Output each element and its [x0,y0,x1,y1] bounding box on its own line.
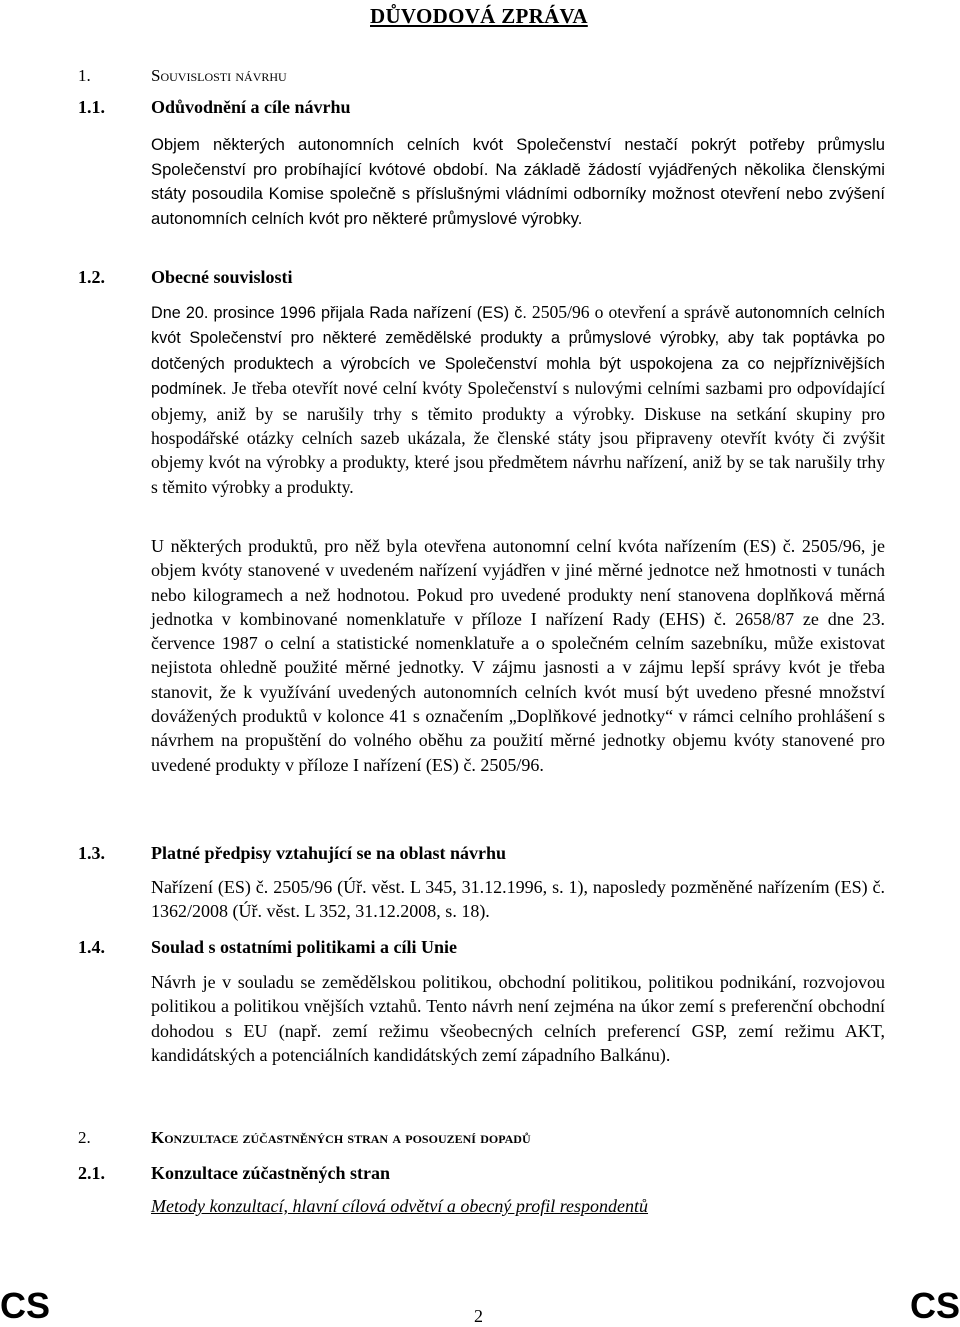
paragraph-1-2-a [151,300,885,499]
paragraph-part: Je třeba otevřít nové celní kvóty Společenství s nulovými celními sazbami pro odpovídající objemy, aniž by se narušily trhy s těmito produkty a výrobky. Diskuse na setkání skupiny pro hospodářské otázky celních sazeb ukázala, že členské státy jsou připraveny otevřít kvóty či zvýšit objemy kvót na výrobky a produkty, které jsou předmětem návrhu nařízení, aniž by se tak narušily trhy s těmito výrobky a produkty. [151,378,885,497]
page-number: 2 [474,1306,483,1326]
section-number: 1.1. [78,97,105,117]
paragraph-1-1: Objem některých autonomních celních kvót Společenství nestačí pokrýt potřeby průmyslu Společenství pro probíhající kvótové období. Na základě žádostí vyjádřených několika členskými státy posoudila Komise společně s příslušnými vládními odborníky možnost otevření nebo zvýšení autonomních celních kvót pro některé průmyslové výrobky. [151,135,885,228]
paragraph-part: autonomních celních kvót Společenství pro některé zemědělské produkty a průmyslové výrobky, aby tak poptávka po dotčených produktech a výrobcích ve Společenství mohla být uspokojena za co nejpříznivějších podmínek. [151,304,885,399]
section-number: 1.3. [78,843,105,863]
section-number: 1.2. [78,267,105,287]
footer-language-left: CS [0,1285,51,1326]
paragraph-part: Dne 20. prosince 1996 přijala Rada nařízení (ES) č. [151,304,527,322]
paragraph-part: 2505/96 o otevření a správě [526,302,735,322]
section-number: 2.1. [78,1163,105,1183]
paragraph-1-4: Návrh je v souladu se zemědělskou politikou, obchodní politikou, politikou podnikání, rozvojovou politikou a politikou vnějších vztahů. Tento návrh není zejména na úkor zemí s preferenční obchodní dohodou s EU (např. zemí režimu všeobecných celních preferencí GSP, zemí režimu AKT, kandidátských a potenciálních kandidátských zemí západního Balkánu). [151,972,885,1065]
document-title: DŮVODOVÁ ZPRÁVA [370,4,588,28]
section-number: 1.4. [78,937,105,957]
section-title: Konzultace zúčastněných stran [151,1163,390,1183]
section-number: 2. [78,1128,91,1147]
section-title: Konzultace zúčastněných stran a posouzení dopadů [151,1128,531,1147]
section-number: 1. [78,66,91,85]
paragraph-1-3: Nařízení (ES) č. 2505/96 (Úř. věst. L 345, 31.12.1996, s. 1), naposledy pozměněné nařízením (ES) č. 1362/2008 (Úř. věst. L 352, 31.12.2008, s. 18). [151,877,885,922]
section-title: Souvislosti návrhu [151,66,287,85]
section-title: Obecné souvislosti [151,267,293,287]
section-title: Odůvodnění a cíle návrhu [151,97,351,117]
section-title: Platné předpisy vztahující se na oblast návrhu [151,843,507,863]
subsection-subtitle: Metody konzultací, hlavní cílová odvětví a obecný profil respondentů [151,1196,649,1216]
footer-language-right: CS [909,1285,960,1326]
paragraph-1-2-b: U některých produktů, pro něž byla otevřena autonomní celní kvóta nařízením (ES) č. 2505/96, je objem kvóty stanovené v uvedeném nařízení vyjádřen v jiné měrné jednotce než hmotnosti v tunách nebo kilogramech a než hodnotou. Pokud pro uvedené produkty není stanovena doplňková měrná jednotka v kombinované nomenklatuře v příloze I nařízení Rady (EHS) č. 2658/87 ze dne 23. července 1987 o celní a statistické nomenklatuře a o společném celním sazebníku, může existovat nejistota ohledně použité měrné jednotky. V zájmu jasnosti a v zájmu lepší správy kvót je třeba stanovit, že k využívání uvedených autonomních celních kvót musí být uvedeno přesné množství dovážených produktů v kolonce 41 s označením „Doplňkové jednotky“ v rámci celního prohlášení s návrhem na propuštění do volného oběhu za použití měrné jednotky objemu kvóty stanovené pro uvedené produkty v příloze I nařízení (ES) č. 2505/96. [151,536,885,775]
section-title: Soulad s ostatními politikami a cíli Unie [151,937,458,957]
